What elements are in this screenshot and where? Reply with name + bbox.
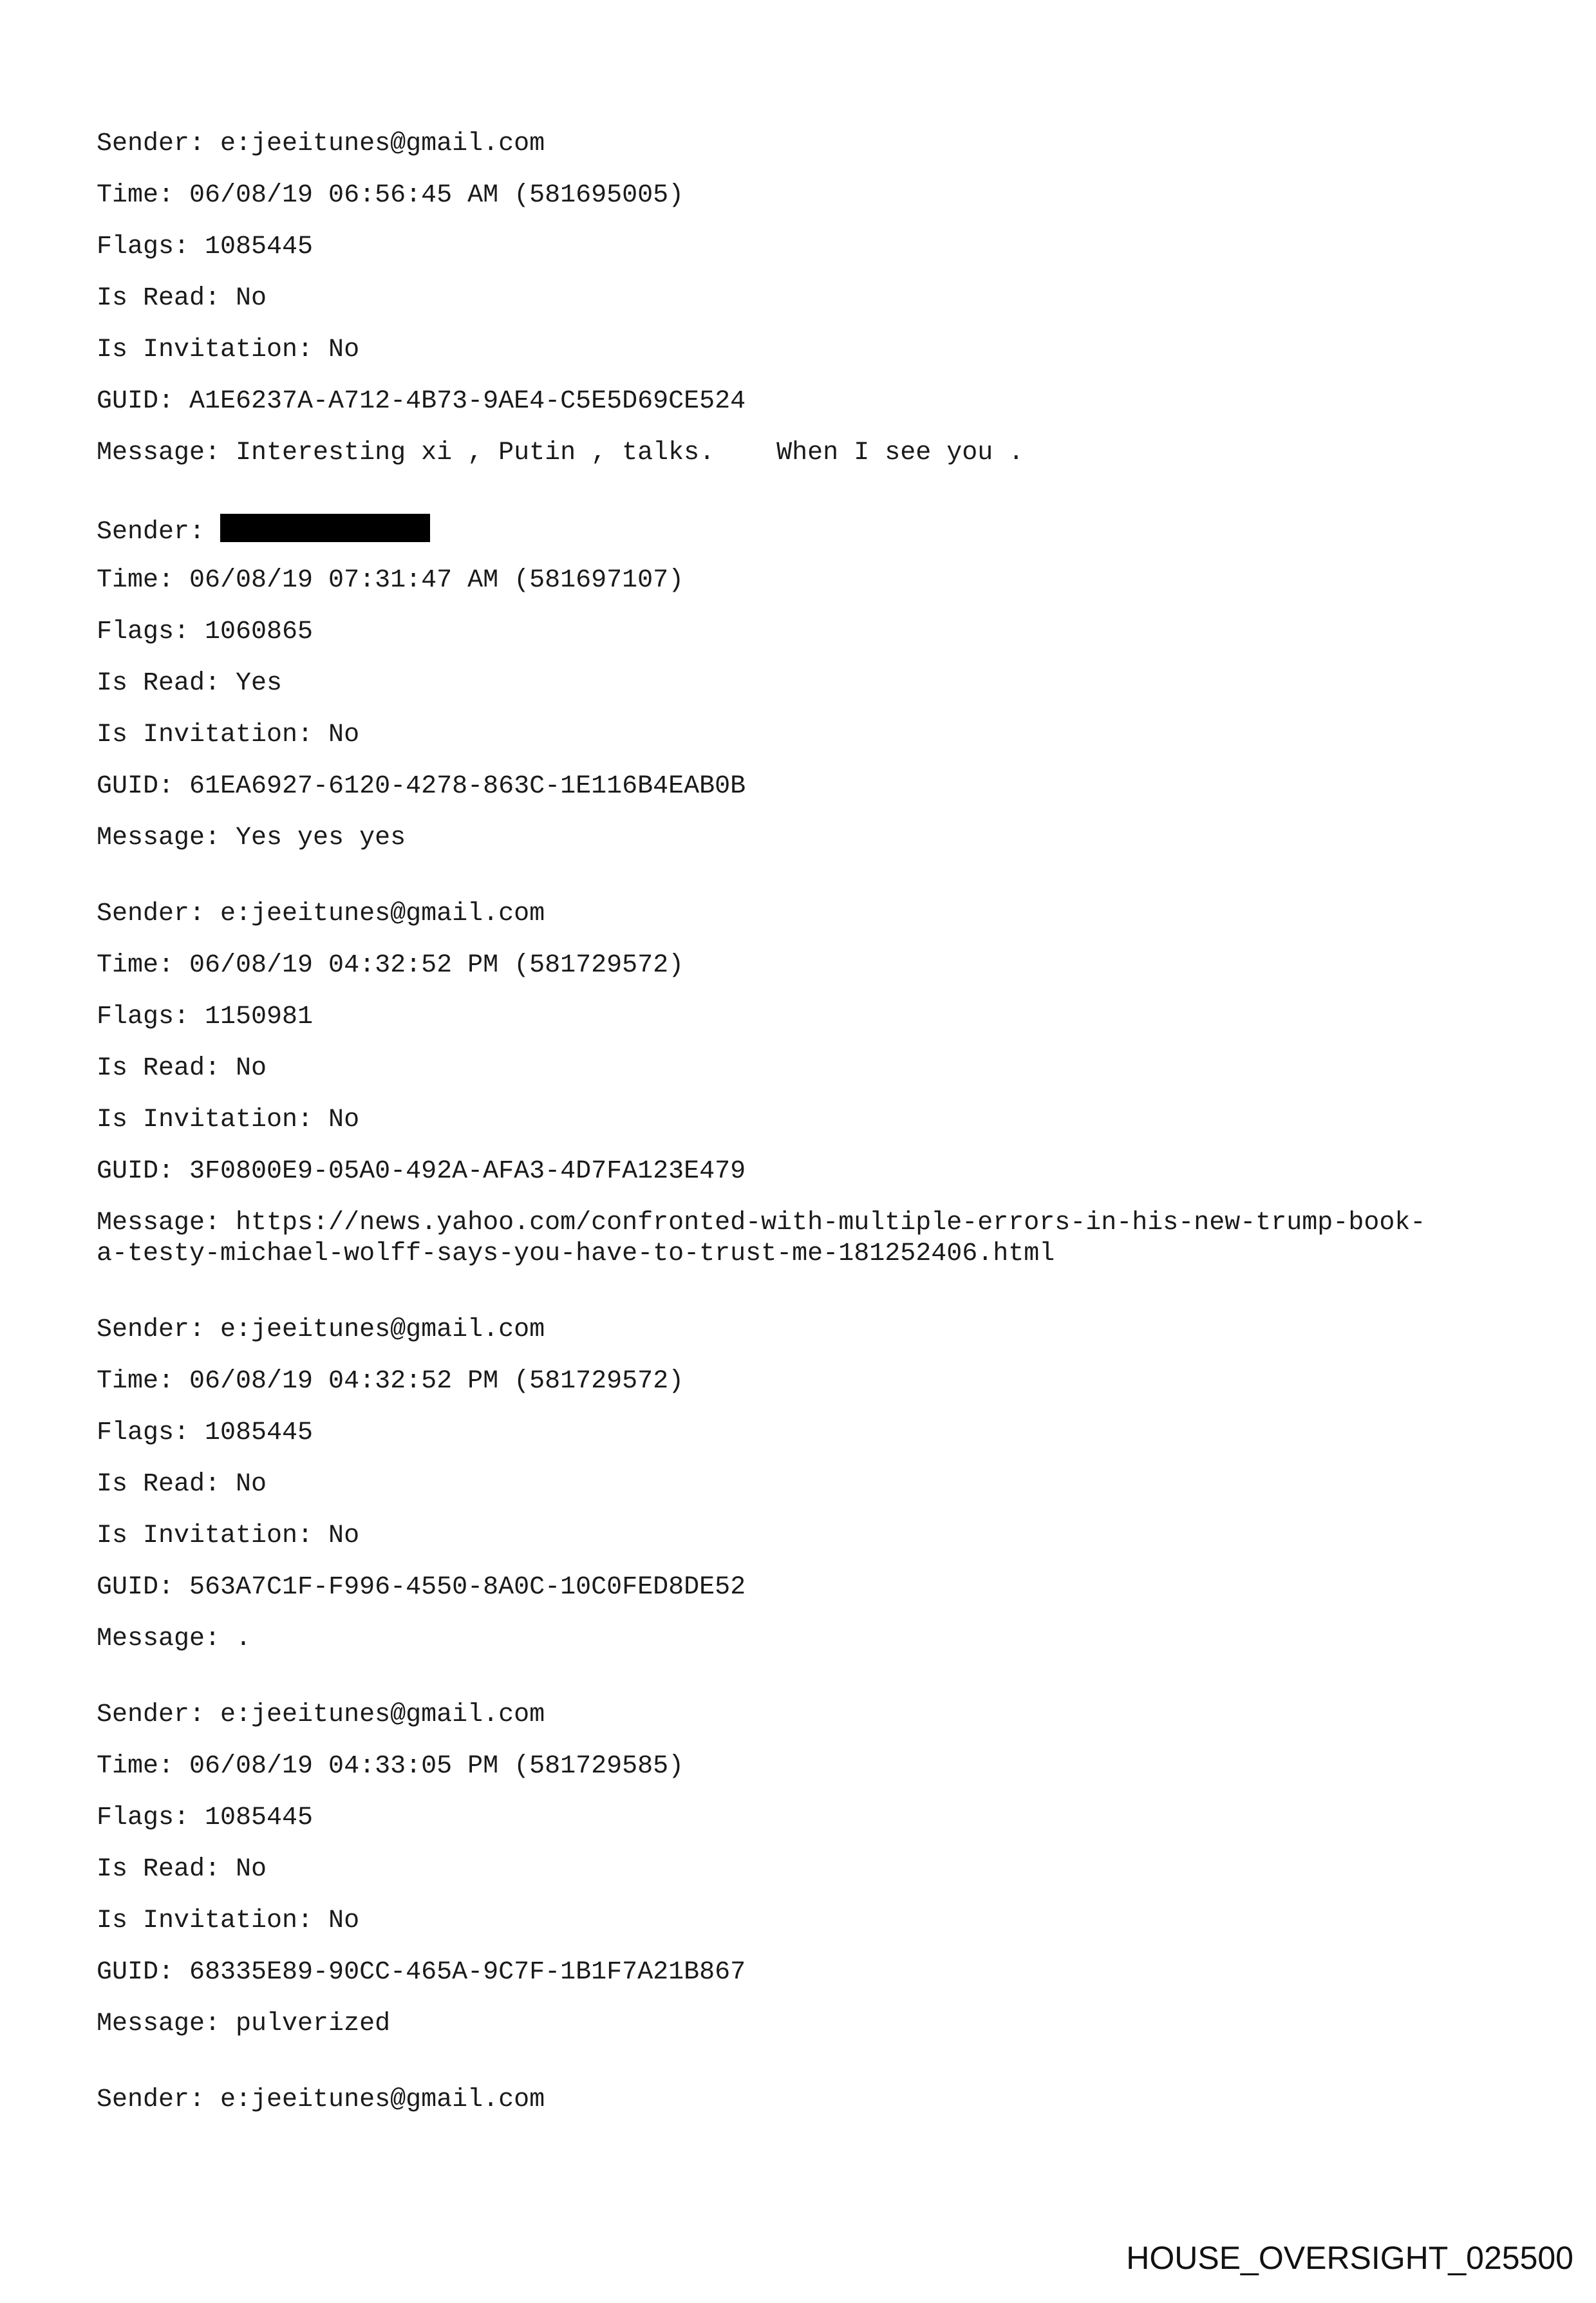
is-invitation-line: Is Invitation: No (97, 720, 360, 749)
message-line: Message: . (97, 1624, 252, 1653)
message-record (97, 129, 1513, 469)
is-invitation-line: Is Invitation: No (97, 335, 360, 364)
message-line: Message: Interesting xi , Putin , talks. When I see you . (97, 438, 1024, 467)
message-record (97, 1700, 1513, 2040)
message-line: Message: https://news.yahoo.com/confronted-with-multiple-errors-in-his-new-trump-book- (97, 1208, 1426, 1237)
flags-line: Flags: 1085445 (97, 1803, 314, 1832)
guid-line: GUID: 68335E89-90CC-465A-9C7F-1B1F7A21B867 (97, 1958, 746, 1987)
is-read-line: Is Read: No (97, 1855, 267, 1884)
message-line: Message: Yes yes yes (97, 823, 406, 852)
sender-line: Sender: e:jeeitunes@gmail.com (97, 2085, 545, 2114)
bates-number: HOUSE_OVERSIGHT_025500 (1126, 2240, 1573, 2276)
is-read-line: Is Read: No (97, 284, 267, 313)
sender-line: Sender: e:jeeitunes@gmail.com (97, 899, 545, 928)
message-record (97, 899, 1513, 1270)
guid-line: GUID: 563A7C1F-F996-4550-8A0C-10C0FED8DE52 (97, 1573, 746, 1602)
flags-line: Flags: 1085445 (97, 1418, 314, 1447)
is-invitation-line: Is Invitation: No (97, 1105, 360, 1134)
message-record (97, 514, 1513, 854)
message-line-continued: a-testy-michael-wolff-says-you-have-to-trust-me-181252406.html (97, 1239, 1055, 1268)
guid-line: GUID: A1E6237A-A712-4B73-9AE4-C5E5D69CE524 (97, 387, 746, 416)
flags-line: Flags: 1150981 (97, 1002, 314, 1031)
guid-line: GUID: 61EA6927-6120-4278-863C-1E116B4EAB0B (97, 772, 746, 801)
sender-line: Sender: e:jeeitunes@gmail.com (97, 129, 545, 158)
message-line: Message: pulverized (97, 2009, 391, 2038)
message-record (97, 1315, 1513, 1655)
sender-label: Sender: (97, 518, 221, 547)
time-line: Time: 06/08/19 04:33:05 PM (581729585) (97, 1752, 684, 1781)
time-line: Time: 06/08/19 06:56:45 AM (581695005) (97, 181, 684, 210)
flags-line: Flags: 1060865 (97, 617, 314, 646)
flags-line: Flags: 1085445 (97, 232, 314, 261)
time-line: Time: 06/08/19 07:31:47 AM (581697107) (97, 566, 684, 595)
is-invitation-line: Is Invitation: No (97, 1521, 360, 1550)
sender-line (97, 514, 1513, 545)
is-read-line: Is Read: No (97, 1054, 267, 1083)
guid-line: GUID: 3F0800E9-05A0-492A-AFA3-4D7FA123E479 (97, 1157, 746, 1186)
redaction-box (220, 514, 430, 542)
is-read-line: Is Read: Yes (97, 669, 283, 698)
time-line: Time: 06/08/19 04:32:52 PM (581729572) (97, 951, 684, 980)
message-record (97, 2085, 1513, 2116)
sender-line: Sender: e:jeeitunes@gmail.com (97, 1700, 545, 1729)
is-invitation-line: Is Invitation: No (97, 1906, 360, 1935)
time-line: Time: 06/08/19 04:32:52 PM (581729572) (97, 1367, 684, 1396)
sender-line: Sender: e:jeeitunes@gmail.com (97, 1315, 545, 1344)
message-log (97, 129, 1513, 2161)
is-read-line: Is Read: No (97, 1470, 267, 1499)
